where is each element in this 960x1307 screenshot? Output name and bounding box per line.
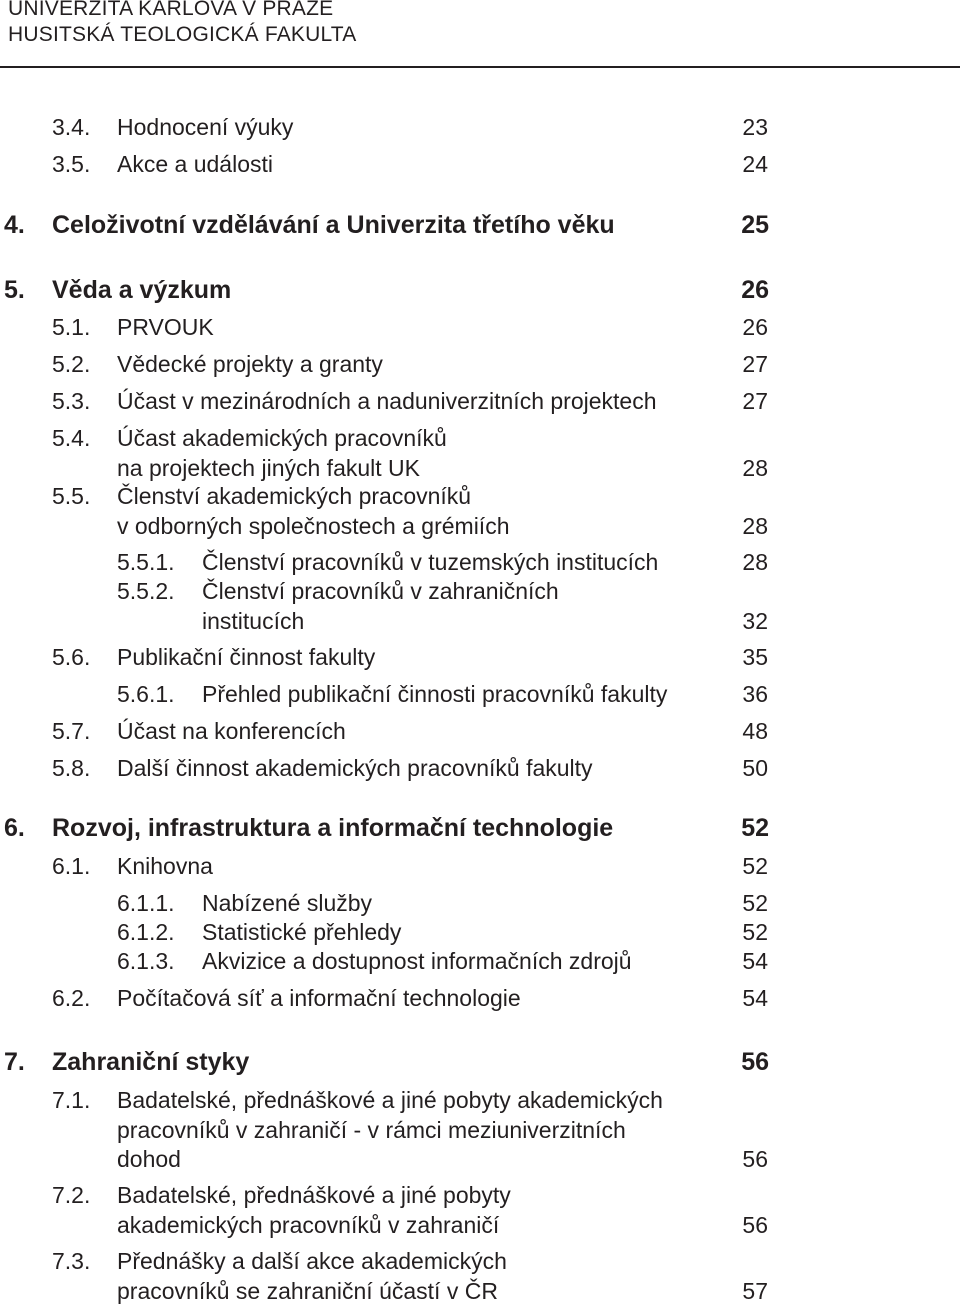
toc-entry-number: 5.7. [52,718,91,744]
toc-entry-title: PRVOUK [117,314,214,340]
toc-entry-title: Badatelské, přednáškové a jiné pobyty akademických [117,1087,663,1113]
toc-entry-number: 6.1.1. [117,890,175,916]
toc-entry-page: 57 [742,1277,768,1304]
toc-entry-number: 5.4. [52,425,91,451]
toc-entry-page: 52 [741,814,769,842]
toc-entry-title: Další činnost akademických pracovníků fakulty [117,755,593,781]
toc-entry-title: Celoživotní vzdělávání a Univerzita třetího věku [52,211,615,239]
toc-entry-title: Hodnocení výuky [117,114,294,140]
toc-entry-page: 32 [742,607,768,634]
toc-entry-page: 56 [742,1146,768,1172]
toc-entry-title: akademických pracovníků v zahraničí [117,1211,500,1238]
toc-entry-title: dohod [117,1146,181,1172]
toc-entry-title: Statistické přehledy [202,919,402,945]
toc-entry-title: Členství akademických pracovníků [117,483,472,509]
toc-entry-page: 56 [741,1048,769,1076]
toc-entry-number: 5.2. [52,351,91,377]
toc-entry-number: 7. [4,1048,25,1076]
toc-entry-title: Publikační činnost fakulty [117,644,376,670]
toc-entry-number: 5.5.1. [117,549,175,575]
toc-entry-page: 27 [742,388,768,414]
toc-entry-number: 5.6.1. [117,681,175,707]
toc-entry-title: Členství pracovníků v tuzemských institucích [202,549,659,575]
toc-entry-number: 5.8. [52,755,91,781]
toc-entry-title: Akce a události [117,151,273,177]
toc-entry-title: Přednášky a další akce akademických [117,1248,507,1274]
toc-entry-title: Rozvoj, infrastruktura a informační technologie [52,814,614,842]
toc-entry-title: Členství pracovníků v zahraničních [202,578,559,604]
toc-entry-page: 23 [742,114,768,140]
toc-entry-page: 28 [742,512,768,539]
toc-entry-page: 24 [742,151,768,177]
toc-entry-title: Účast akademických pracovníků [117,425,447,451]
toc-entry-title: Nabízené služby [202,890,373,916]
toc-entry-page: 28 [742,454,768,481]
toc-entry-page: 48 [742,718,768,744]
university-name: UNIVERZITA KARLOVA V PRAZE [8,0,334,20]
toc-entry-title: institucích [202,607,305,634]
toc-entry-page: 25 [741,211,769,239]
toc-entry-title: na projektech jiných fakult UK [117,454,420,481]
toc-entry-title: Badatelské, přednáškové a jiné pobyty [117,1182,511,1208]
toc-entry-page: 26 [741,276,769,304]
toc-entry-page: 50 [742,755,768,781]
toc-entry-title: Akvizice a dostupnost informačních zdrojů [202,948,632,974]
toc-entry-number: 7.3. [52,1248,91,1274]
toc-entry-page: 28 [742,549,768,575]
toc-entry-title: Počítačová síť a informační technologie [117,985,521,1011]
toc-entry-page: 36 [742,681,768,707]
toc-entry-page: 27 [742,351,768,377]
toc-entry-number: 5.6. [52,644,91,670]
toc-entry-number: 5.1. [52,314,91,340]
toc-entry-title: Věda a výzkum [52,276,232,304]
toc-entry-title: v odborných společnostech a grémiích [117,512,510,539]
toc-entry-page: 35 [742,644,768,670]
toc-entry-page: 26 [742,314,768,340]
toc-entry-number: 7.2. [52,1182,91,1208]
toc-entry-number: 5.5. [52,483,91,509]
toc-entry-page: 52 [742,853,768,879]
toc-entry-number: 4. [4,211,25,239]
toc-entry-page: 52 [742,919,768,945]
toc-entry-number: 7.1. [52,1087,91,1113]
toc-entry-title: pracovníků se zahraniční účastí v ČR [117,1277,498,1304]
toc-entry-number: 3.5. [52,151,91,177]
toc-entry-number: 6.1.2. [117,919,175,945]
toc-entry-title: Přehled publikační činnosti pracovníků fakulty [202,681,668,707]
toc-entry-page: 54 [742,948,768,974]
toc-entry-title: Účast na konferencích [117,718,346,744]
toc-entry-title: Účast v mezinárodních a naduniverzitních projektech [117,388,657,414]
toc-entry-title: Zahraniční styky [52,1048,250,1076]
toc-entry-number: 6. [4,814,25,842]
faculty-name: HUSITSKÁ TEOLOGICKÁ FAKULTA [8,23,357,46]
toc-entry-page: 56 [742,1211,768,1238]
toc-entry-number: 6.1.3. [117,948,175,974]
toc-entry-title: Vědecké projekty a granty [117,351,383,377]
toc-entry-number: 5. [4,276,25,304]
toc-entry-number: 6.1. [52,853,91,879]
toc-entry-title: Knihovna [117,853,213,879]
toc-entry-title: pracovníků v zahraničí - v rámci meziuniverzitních [117,1116,626,1143]
toc-entry-page: 52 [742,890,768,916]
toc-entry-number: 3.4. [52,114,91,140]
toc-entry-number: 6.2. [52,985,91,1011]
toc-entry-number: 5.3. [52,388,91,414]
toc-entry-page: 54 [742,985,768,1011]
toc-entry-number: 5.5.2. [117,578,175,604]
